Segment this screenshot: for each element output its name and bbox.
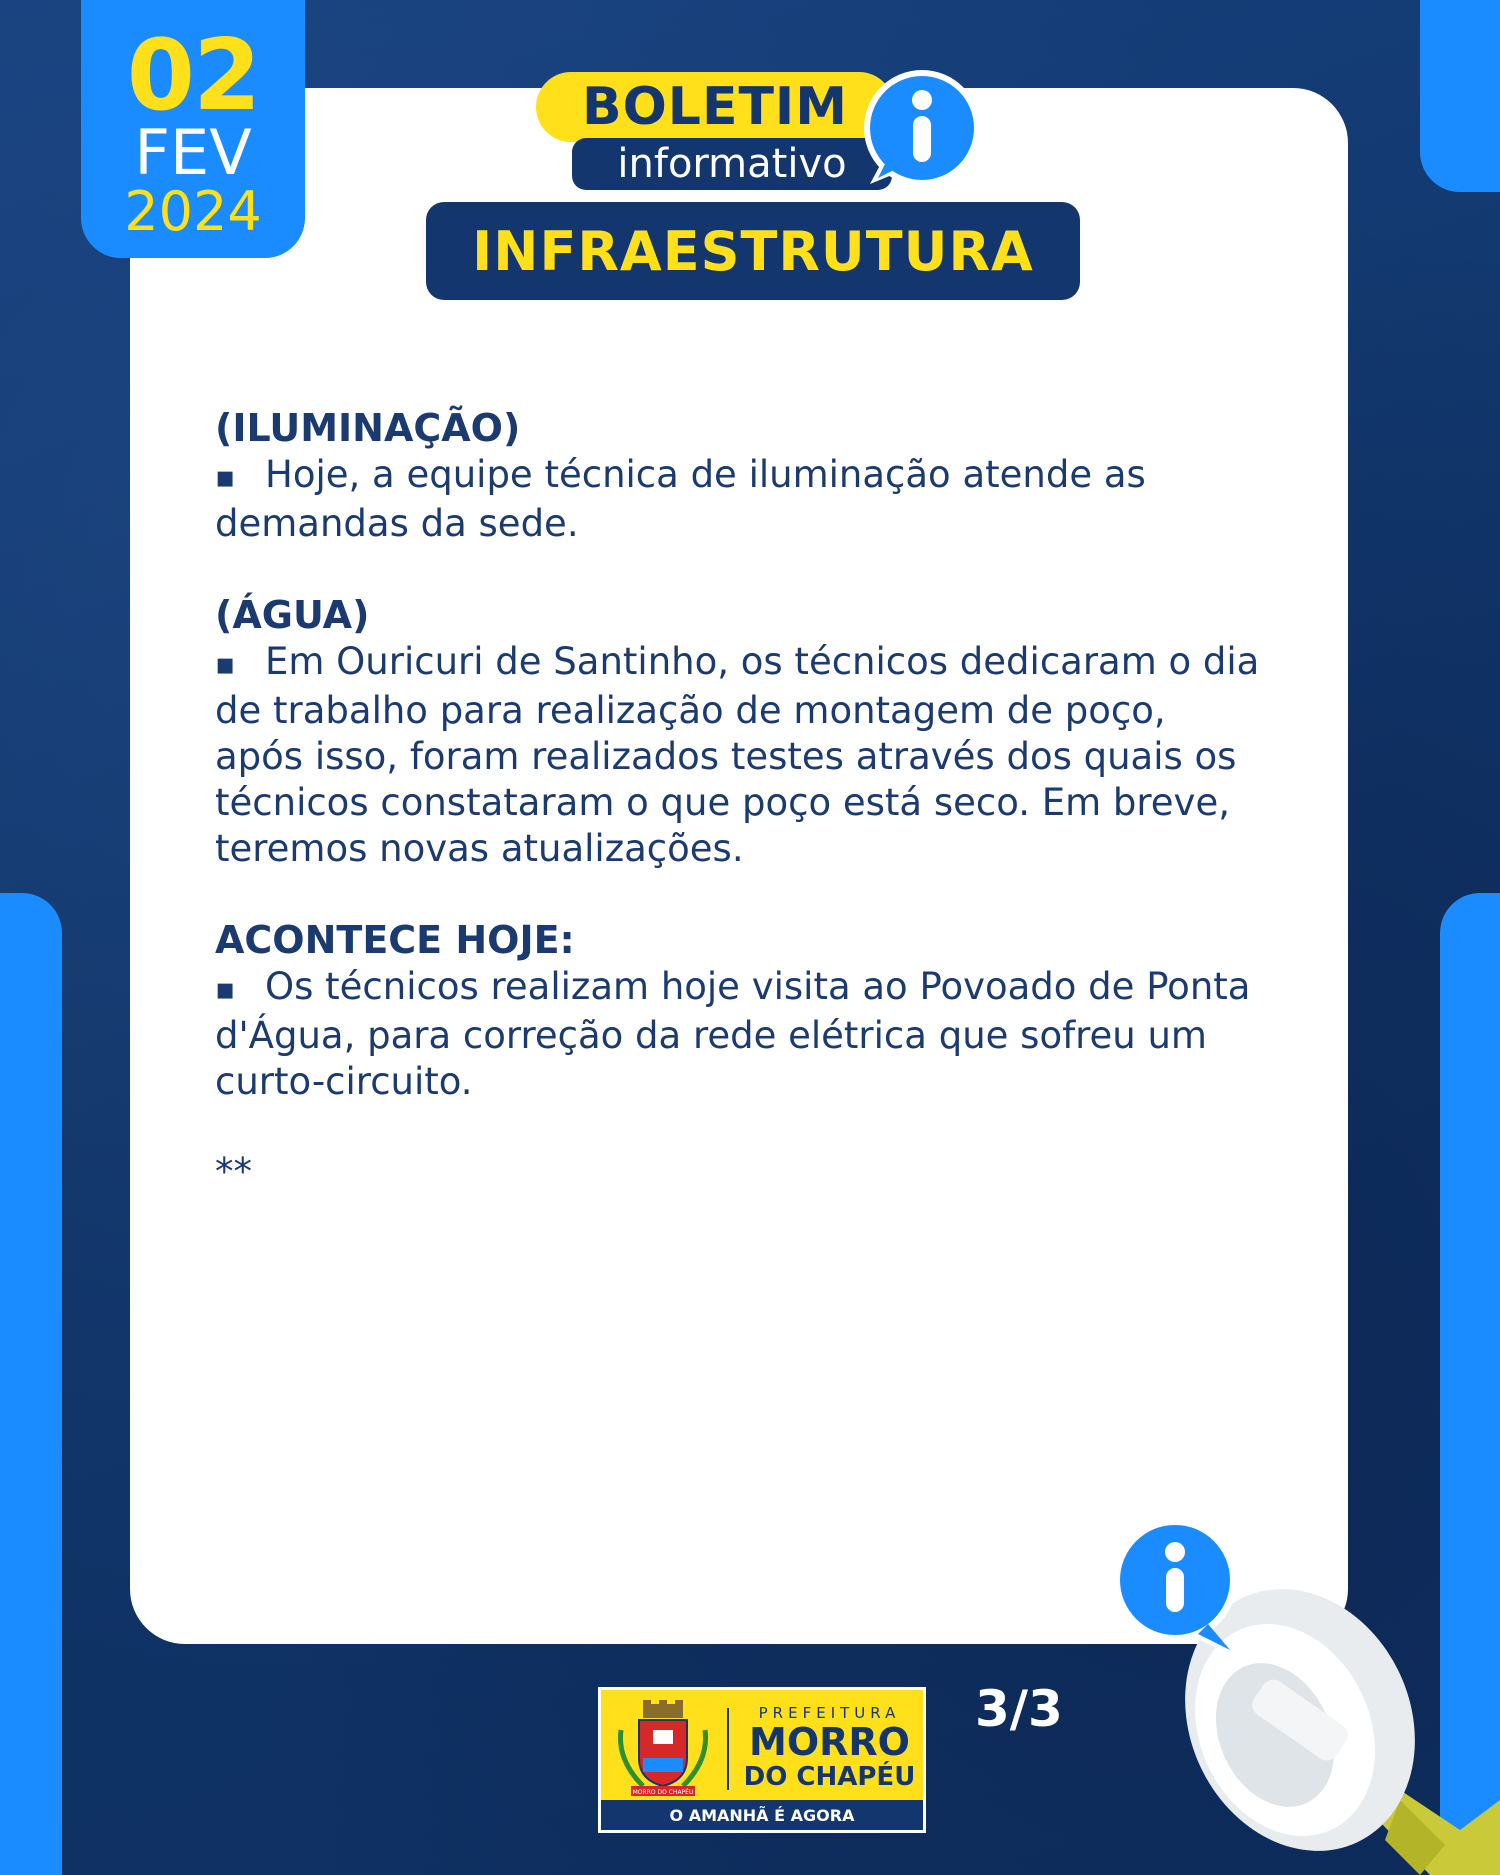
text-agua: Em Ouricuri de Santinho, os técnicos dedicaram o dia de trabalho para realização de montagem de poço, após isso, foram realizados testes através dos quais os técnicos constataram o que poço está seco. Em breve, teremos novas atualizações. [215, 640, 1260, 870]
paragraph-iluminacao [215, 452, 1265, 547]
paragraph-acontece-hoje [215, 964, 1265, 1105]
date-day: 02 [126, 19, 260, 133]
right-top-accent-bar [1420, 0, 1500, 192]
megaphone-icon [1100, 1500, 1500, 1875]
date-year: 2024 [124, 180, 262, 243]
section-title: INFRAESTRUTURA [472, 219, 1034, 283]
do-chapeu-label: DO CHAPÉU [743, 1762, 916, 1792]
prefeitura-label: PREFEITURA [758, 1704, 901, 1722]
heading-acontece-hoje: ACONTECE HOJE: [215, 918, 575, 962]
heading-iluminacao: (ILUMINAÇÃO) [215, 406, 521, 450]
bulletin-content [215, 404, 1265, 1195]
city-crest-icon [613, 1700, 713, 1800]
date-badge [81, 0, 305, 258]
date-month: FEV [134, 116, 252, 189]
footer-divider [727, 1708, 729, 1790]
heading-agua: (ÁGUA) [215, 593, 370, 637]
boletim-pill [536, 72, 894, 142]
paragraph-agua [215, 639, 1265, 872]
page-counter: 3/3 [975, 1680, 1063, 1738]
informativo-label: informativo [617, 141, 847, 187]
prefeitura-logo [598, 1687, 926, 1833]
info-bubble-icon [856, 66, 984, 194]
slogan-strip [601, 1800, 923, 1830]
boletim-label: BOLETIM [581, 77, 849, 137]
informativo-pill [572, 138, 892, 190]
section-banner [426, 202, 1080, 300]
morro-label: MORRO [749, 1720, 910, 1764]
bullet-icon: ▪ [215, 972, 236, 1007]
text-acontece-hoje: Os técnicos realizam hoje visita ao Povoado de Ponta d'Água, para correção da rede elétrica que sofreu um curto-circuito. [215, 965, 1251, 1103]
left-accent-bar [0, 893, 62, 1875]
footnote-stars: ** [215, 1150, 252, 1193]
crest-ribbon-text: MORRO DO CHAPÉU [632, 1789, 694, 1796]
bullet-icon: ▪ [215, 460, 236, 495]
text-iluminacao: Hoje, a equipe técnica de iluminação atende as demandas da sede. [215, 453, 1146, 545]
bullet-icon: ▪ [215, 647, 236, 682]
boletim-informativo-logo [536, 66, 986, 198]
slogan-label: O AMANHÃ É AGORA [669, 1805, 855, 1825]
